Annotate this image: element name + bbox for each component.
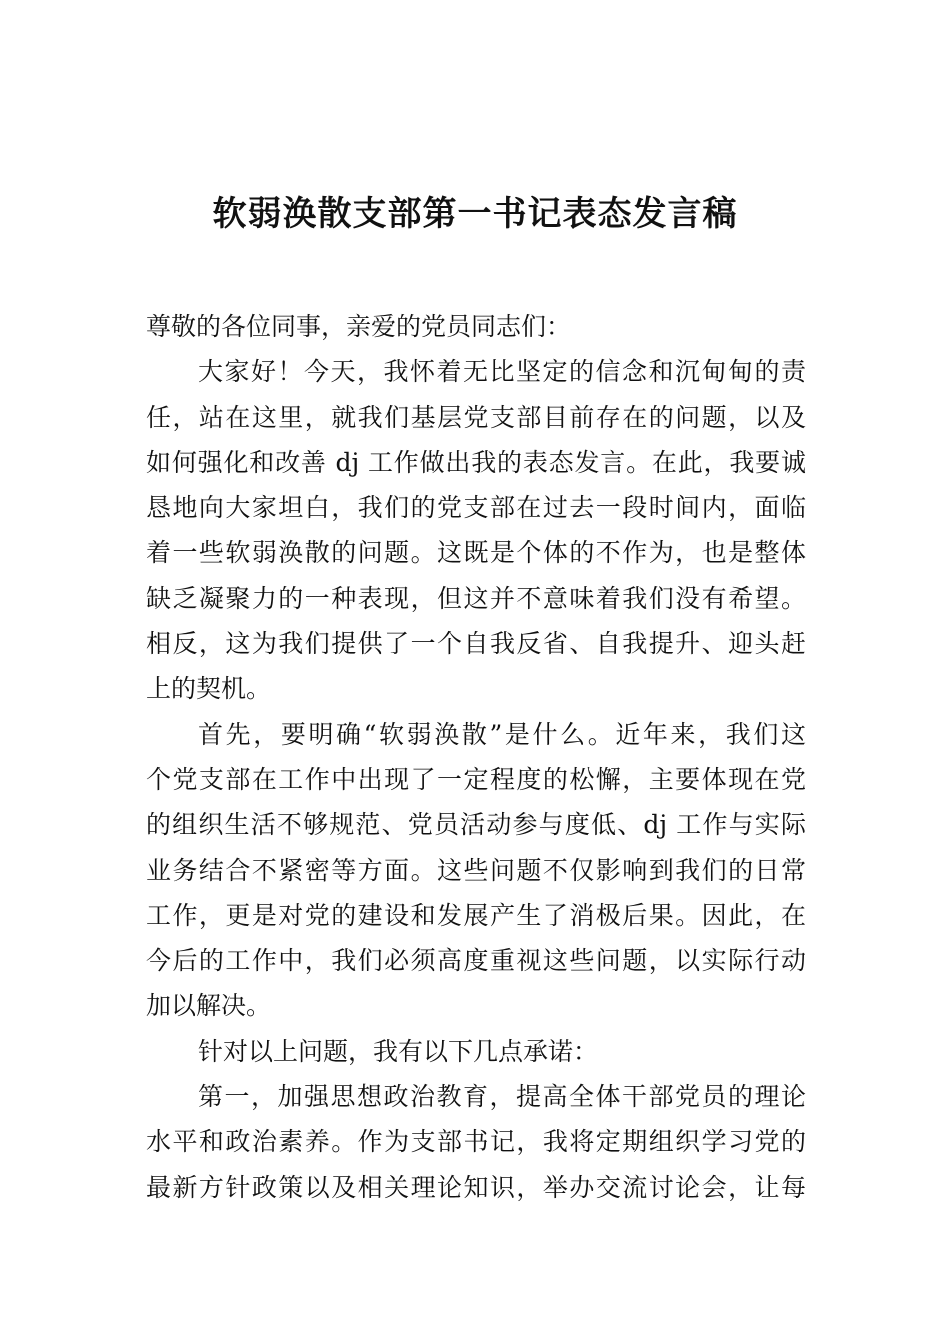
text-line: 着一些软弱涣散的问题。这既是个体的不作为，也是整体 xyxy=(146,538,806,568)
paragraph xyxy=(146,1029,806,1074)
text-line: 的组织生活不够规范、党员活动参与度低、dj 工作与实际 xyxy=(146,810,806,840)
text-line: 水平和政治素养。作为支部书记，我将定期组织学习党的 xyxy=(146,1127,806,1157)
document-title: 软弱涣散支部第一书记表态发言稿 xyxy=(212,194,738,234)
text-line: 恳地向大家坦白，我们的党支部在过去一段时间内，面临 xyxy=(146,493,806,523)
text-line: 相反，这为我们提供了一个自我反省、自我提升、迎头赶 xyxy=(146,629,806,659)
text-line: 如何强化和改善 dj 工作做出我的表态发言。在此，我要诚 xyxy=(146,447,806,477)
text-line: 针对以上问题，我有以下几点承诺： xyxy=(198,1036,599,1066)
text-line: 大家好！今天，我怀着无比坚定的信念和沉甸甸的责 xyxy=(198,357,806,387)
text-line: 缺乏凝聚力的一种表现，但这并不意味着我们没有希望。 xyxy=(146,583,806,613)
document-body xyxy=(146,304,806,1210)
paragraph xyxy=(146,712,806,1029)
text-line: 工作，更是对党的建设和发展产生了消极后果。因此，在 xyxy=(146,900,806,930)
text-line: 上的契机。 xyxy=(146,674,272,704)
text-line: 任，站在这里，就我们基层党支部目前存在的问题，以及 xyxy=(146,402,806,432)
text-line: 最新方针政策以及相关理论知识，举办交流讨论会，让每 xyxy=(146,1172,806,1202)
text-line: 首先，要明确“软弱涣散”是什么。近年来，我们这 xyxy=(198,719,806,749)
text-line: 第一，加强思想政治教育，提高全体干部党员的理论 xyxy=(198,1082,806,1112)
paragraph xyxy=(146,1074,806,1210)
text-line: 个党支部在工作中出现了一定程度的松懈，主要体现在党 xyxy=(146,764,806,794)
text-line: 今后的工作中，我们必须高度重视这些问题，以实际行动 xyxy=(146,946,806,976)
text-line: 加以解决。 xyxy=(146,991,272,1021)
paragraph xyxy=(146,349,806,711)
text-line: 尊敬的各位同事，亲爱的党员同志们： xyxy=(146,312,572,341)
paragraph xyxy=(146,304,806,349)
text-line: 业务结合不紧密等方面。这些问题不仅影响到我们的日常 xyxy=(146,855,806,885)
